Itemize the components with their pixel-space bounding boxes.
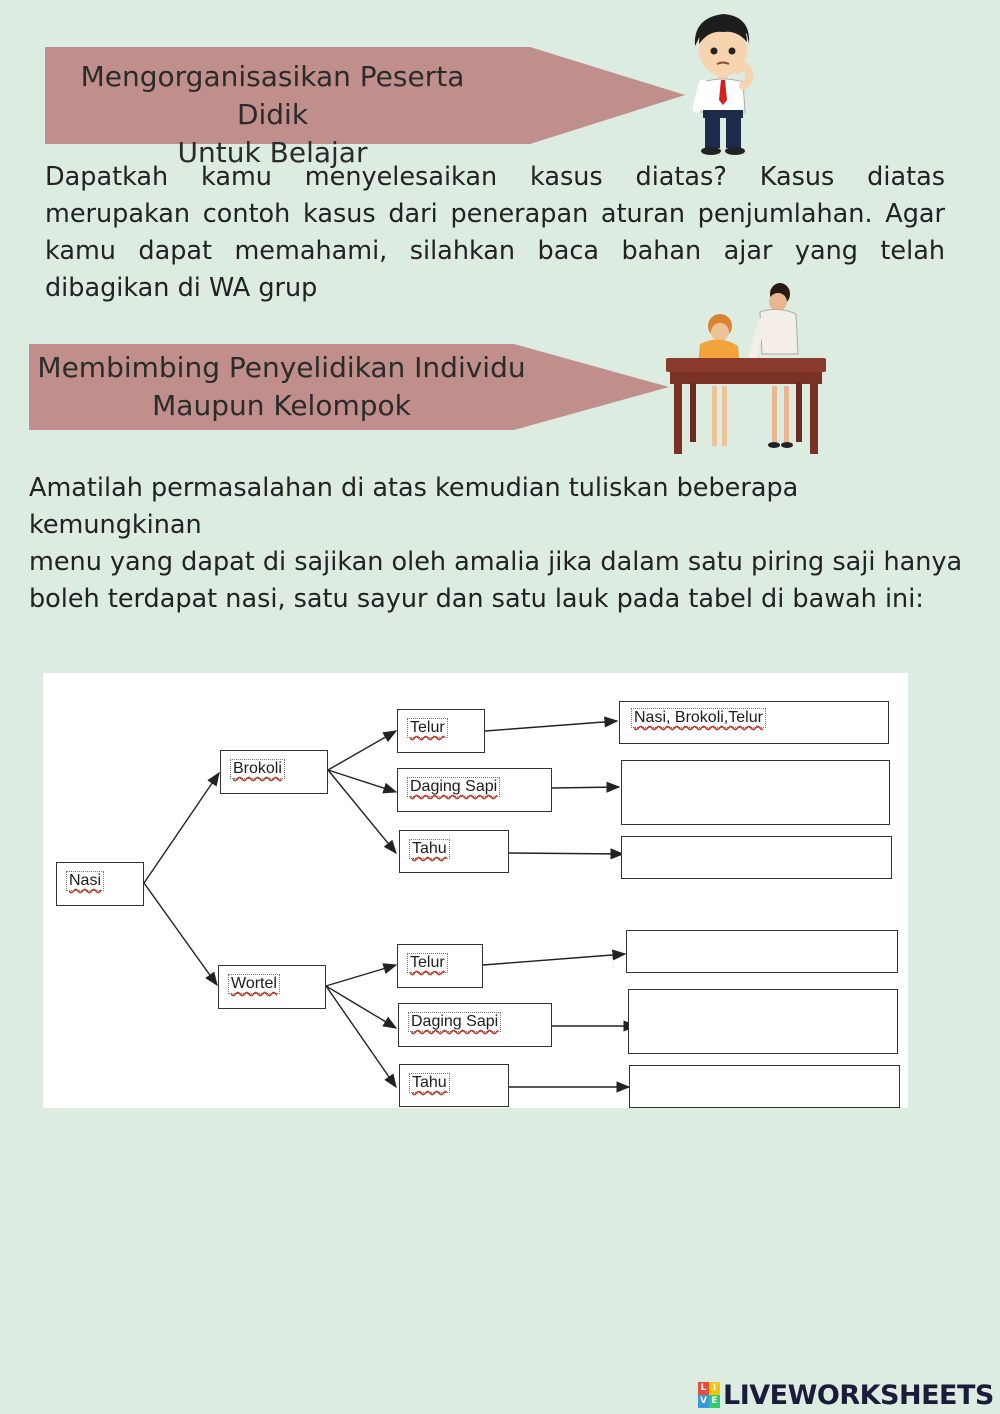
node-wortel-telur — [397, 944, 483, 988]
section2-title — [29, 349, 534, 425]
answer-box-brokoli-daging-sapi[interactable] — [621, 760, 890, 825]
edge-b-daging-answer — [552, 787, 619, 788]
answer-box-wortel-tahu[interactable] — [629, 1065, 900, 1108]
answer-brokoli-telur-text: Nasi, Brokoli,Telur — [631, 708, 766, 728]
edge-nasi-brokoli — [144, 773, 219, 883]
section2-paragraph-line2: menu yang dapat di sajikan oleh amalia jika dalam satu piring saji hanya — [29, 547, 963, 577]
node-wortel-daging-sapi — [398, 1003, 552, 1047]
liveworksheets-logo-icon: L I V E — [698, 1382, 720, 1408]
node-brokoli — [220, 750, 328, 794]
section1-title-line1: Mengorganisasikan Peserta Didik — [80, 60, 465, 131]
edge-nasi-wortel — [144, 883, 217, 985]
edge-w-telur-answer — [483, 954, 625, 965]
edge-brokoli-telur — [328, 731, 396, 770]
node-nasi — [56, 862, 144, 906]
node-brokoli-daging-sapi — [397, 768, 552, 812]
edge-brokoli-daging — [328, 770, 396, 792]
node-brokoli-telur — [397, 709, 485, 753]
edge-wortel-daging — [326, 986, 396, 1028]
section1-title-line2: Untuk Belajar — [177, 136, 368, 169]
node-brokoli-tahu-label: Tahu — [409, 839, 450, 859]
edge-wortel-telur — [326, 965, 396, 986]
study-desk-illustration — [660, 282, 830, 460]
node-brokoli-label: Brokoli — [230, 759, 285, 779]
thinking-student-illustration — [685, 8, 765, 156]
node-wortel-daging-sapi-label: Daging Sapi — [408, 1012, 501, 1032]
node-brokoli-telur-label: Telur — [407, 718, 448, 738]
edge-b-tahu-answer — [509, 853, 623, 854]
answer-box-brokoli-telur[interactable] — [619, 701, 889, 744]
node-brokoli-daging-sapi-label: Daging Sapi — [407, 777, 500, 797]
liveworksheets-logo — [698, 1378, 994, 1412]
section2-title-line1: Membimbing Penyelidikan Individu — [37, 351, 526, 384]
section2-paragraph — [29, 470, 979, 618]
answer-box-wortel-daging-sapi[interactable] — [628, 989, 898, 1054]
node-wortel-telur-label: Telur — [407, 953, 448, 973]
liveworksheets-brand: LIVEWORKSHEETS — [723, 1379, 994, 1411]
section1-banner — [45, 47, 685, 169]
node-wortel-tahu — [399, 1064, 509, 1107]
node-nasi-label: Nasi — [66, 871, 104, 891]
section1-title — [45, 58, 500, 172]
node-wortel-tahu-label: Tahu — [409, 1073, 450, 1093]
node-brokoli-tahu — [399, 830, 509, 873]
answer-box-wortel-telur[interactable] — [626, 930, 898, 973]
section2-paragraph-line3: boleh terdapat nasi, satu sayur dan satu lauk pada tabel di bawah ini: — [29, 584, 924, 614]
menu-tree-diagram — [43, 673, 908, 1108]
edge-b-telur-answer — [485, 721, 617, 731]
section1-paragraph: Dapatkah kamu menyelesaikan kasus diatas? Kasus diatas merupakan contoh kasus dari penerapan aturan penjumlahan. Agar kamu dapat memahami, silahkan baca bahan ajar yang telah dibagikan di WA grup — [45, 162, 945, 303]
edge-wortel-tahu — [326, 986, 396, 1087]
edge-brokoli-tahu — [328, 770, 396, 853]
section2-paragraph-line1: Amatilah permasalahan di atas kemudian tuliskan beberapa kemungkinan — [29, 473, 799, 540]
node-wortel-label: Wortel — [228, 974, 280, 994]
answer-box-brokoli-tahu[interactable] — [621, 836, 892, 879]
section2-title-line2: Maupun Kelompok — [152, 389, 411, 422]
node-wortel — [218, 965, 326, 1009]
section2-banner — [29, 344, 669, 430]
